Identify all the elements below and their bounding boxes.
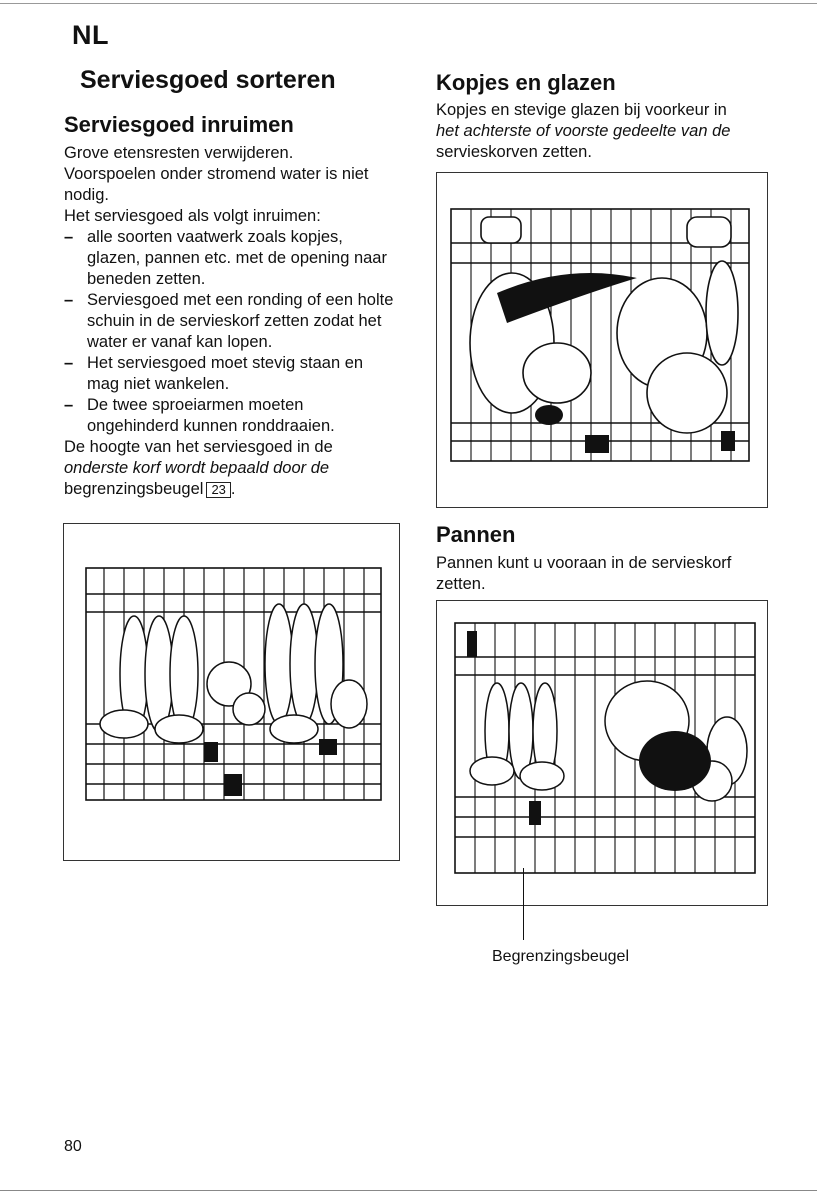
section-title-sorteren: Serviesgoed sorteren — [80, 66, 336, 94]
pans-basket-illustration — [436, 600, 768, 906]
top-rule — [0, 3, 817, 4]
text-line: Pannen kunt u vooraan in de servieskorf — [436, 554, 732, 572]
bottom-rule — [0, 1190, 817, 1191]
text-line: zetten. — [436, 575, 486, 593]
text-line-italic: het achterste of voorste gedeelte van de — [436, 122, 731, 140]
paragraph: Voorspoelen onder stromend water is niet nodig. — [64, 165, 369, 204]
list-item: – Serviesgoed met een ronding of een holte schuin in de servieskorf zetten zodat het water er vanaf kan lopen. — [64, 290, 399, 353]
list-item: – alle soorten vaatwerk zoals kopjes, glazen, pannen etc. met de opening naar beneden zetten. — [64, 227, 399, 290]
text-line: Kopjes en stevige glazen bij voorkeur in — [436, 101, 727, 119]
leader-line — [523, 868, 524, 940]
section-title-pannen: Pannen — [436, 522, 516, 547]
kopjes-text — [436, 100, 776, 163]
basket-drawing — [437, 173, 767, 507]
section-subtitle-inruimen: Serviesgoed inruimen — [64, 112, 294, 137]
basket-drawing — [64, 524, 399, 860]
list-item: – Het serviesgoed moet stevig staan en mag niet wankelen. — [64, 353, 399, 395]
text-line: servieskorven zetten. — [436, 143, 592, 161]
closing-text-end: begrenzingsbeugel — [64, 480, 204, 498]
paragraph: Het serviesgoed als volgt inruimen: — [64, 207, 321, 225]
instruction-list — [64, 227, 399, 437]
upper-basket-illustration — [436, 172, 768, 508]
page-number: 80 — [64, 1138, 82, 1155]
pannen-text — [436, 553, 776, 595]
lower-basket-illustration — [63, 523, 400, 861]
list-item: – De twee sproeiarmen moeten ongehinderd kunnen ronddraaien. — [64, 395, 399, 437]
figure-caption-begrenzingsbeugel: Begrenzingsbeugel — [492, 948, 629, 965]
left-text-block — [64, 143, 399, 500]
basket-drawing — [437, 601, 767, 905]
figure-reference-badge: 23 — [206, 482, 230, 498]
paragraph: De hoogte van het serviesgoed in de onderste korf wordt bepaald door de begrenzingsbeugel 23 . — [64, 438, 333, 498]
language-code: NL — [72, 20, 109, 50]
paragraph: Grove etensresten verwijderen. — [64, 144, 294, 162]
section-title-kopjes: Kopjes en glazen — [436, 70, 616, 95]
closing-text-italic: onderste korf wordt bepaald door de — [64, 459, 330, 477]
closing-text: De hoogte van het serviesgoed in de — [64, 438, 333, 456]
